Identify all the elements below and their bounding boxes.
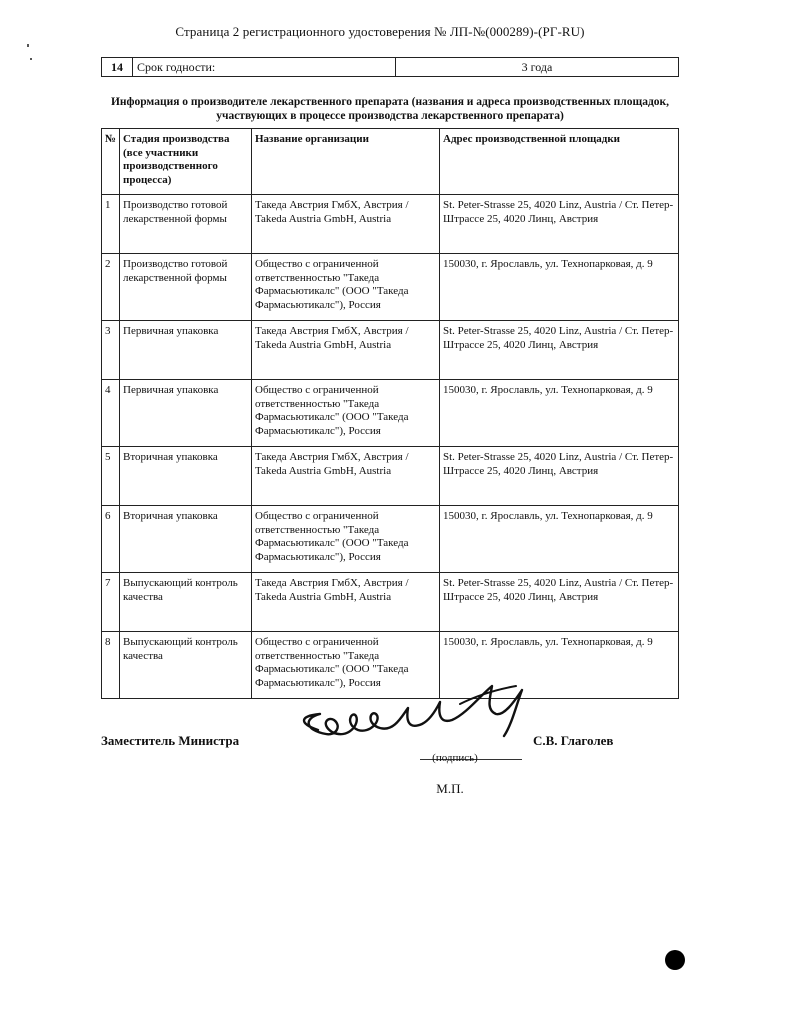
- row-stage: Вторичная упаковка: [120, 447, 252, 506]
- table-row: [102, 573, 679, 632]
- row-addr: St. Peter-Strasse 25, 4020 Linz, Austria / Ст. Петер-Штрассе 25, 4020 Линц, Австрия: [440, 195, 679, 254]
- row-addr: 150030, г. Ярославль, ул. Технопарковая, д. 9: [440, 380, 679, 447]
- scan-speck: [30, 58, 32, 60]
- row-num: 3: [102, 321, 120, 380]
- row-addr: St. Peter-Strasse 25, 4020 Linz, Austria / Ст. Петер-Штрассе 25, 4020 Линц, Австрия: [440, 321, 679, 380]
- row-num: 6: [102, 506, 120, 573]
- page-header: Страница 2 регистрационного удостоверения № ЛП-№(000289)-(РГ-RU): [175, 24, 585, 39]
- row-num: 2: [102, 254, 120, 321]
- row-stage: Производство готовой лекарственной формы: [120, 195, 252, 254]
- header-num: №: [102, 129, 120, 195]
- shelf-life-number: 14: [102, 58, 133, 77]
- signatory-name: С.В. Глаголев: [533, 733, 614, 748]
- row-org: Общество с ограниченной ответственностью "Такеда Фармасьютикалс" (ООО "Такеда Фармасьютикалс"), Россия: [252, 506, 440, 573]
- row-stage: Выпускающий контроль качества: [120, 573, 252, 632]
- row-stage: Первичная упаковка: [120, 321, 252, 380]
- table-row: [102, 321, 679, 380]
- manufacturer-info-heading: [100, 95, 680, 123]
- table-header-row: [102, 129, 679, 195]
- row-org: Общество с ограниченной ответственностью "Такеда Фармасьютикалс" (ООО "Такеда Фармасьютикалс"), Россия: [252, 632, 440, 699]
- row-org: Общество с ограниченной ответственностью "Такеда Фармасьютикалс" (ООО "Такеда Фармасьютикалс"), Россия: [252, 254, 440, 321]
- signature-caption: (подпись): [432, 752, 478, 764]
- punch-hole-mark: [665, 950, 685, 970]
- row-addr: St. Peter-Strasse 25, 4020 Linz, Austria / Ст. Петер-Штрассе 25, 4020 Линц, Австрия: [440, 573, 679, 632]
- header-org: Название организации: [252, 129, 440, 195]
- row-addr: 150030, г. Ярославль, ул. Технопарковая, д. 9: [440, 254, 679, 321]
- row-org: Такеда Австрия ГмбХ, Австрия / Takeda Austria GmbH, Austria: [252, 447, 440, 506]
- table-row: [102, 506, 679, 573]
- row-org: Такеда Австрия ГмбХ, Австрия / Takeda Austria GmbH, Austria: [252, 195, 440, 254]
- shelf-life-value: 3 года: [396, 58, 679, 77]
- row-stage: Первичная упаковка: [120, 380, 252, 447]
- shelf-life-label: Срок годности:: [133, 58, 396, 77]
- row-stage: Производство готовой лекарственной формы: [120, 254, 252, 321]
- heading-line-1: Информация о производителе лекарственного препарата (названия и адреса производственных площадок,: [110, 96, 670, 108]
- signatory-title: Заместитель Министра: [101, 733, 240, 748]
- scan-speck: [27, 44, 29, 47]
- row-org: Такеда Австрия ГмбХ, Австрия / Takeda Austria GmbH, Austria: [252, 321, 440, 380]
- row-stage: Выпускающий контроль качества: [120, 632, 252, 699]
- row-num: 4: [102, 380, 120, 447]
- stamp-label: М.П.: [436, 781, 464, 796]
- table-row: [102, 380, 679, 447]
- table-row: [102, 447, 679, 506]
- shelf-life-table: [101, 57, 679, 77]
- row-org: Такеда Австрия ГмбХ, Австрия / Takeda Austria GmbH, Austria: [252, 573, 440, 632]
- row-addr: 150030, г. Ярославль, ул. Технопарковая, д. 9: [440, 632, 679, 699]
- shelf-life-row: [102, 58, 679, 77]
- table-row: [102, 195, 679, 254]
- manufacturer-table: [101, 128, 679, 699]
- row-addr: 150030, г. Ярославль, ул. Технопарковая, д. 9: [440, 506, 679, 573]
- row-stage: Вторичная упаковка: [120, 506, 252, 573]
- row-num: 8: [102, 632, 120, 699]
- row-num: 1: [102, 195, 120, 254]
- signature-block: [101, 731, 661, 751]
- header-stage: Стадия производства (все участники производственного процесса): [120, 129, 252, 195]
- row-org: Общество с ограниченной ответственностью "Такеда Фармасьютикалс" (ООО "Такеда Фармасьютикалс"), Россия: [252, 380, 440, 447]
- header-addr: Адрес производственной площадки: [440, 129, 679, 195]
- row-num: 7: [102, 573, 120, 632]
- heading-line-2: участвующих в процессе производства лекарственного препарата): [216, 110, 564, 122]
- row-addr: St. Peter-Strasse 25, 4020 Linz, Austria / Ст. Петер-Штрассе 25, 4020 Линц, Австрия: [440, 447, 679, 506]
- table-row: [102, 254, 679, 321]
- row-num: 5: [102, 447, 120, 506]
